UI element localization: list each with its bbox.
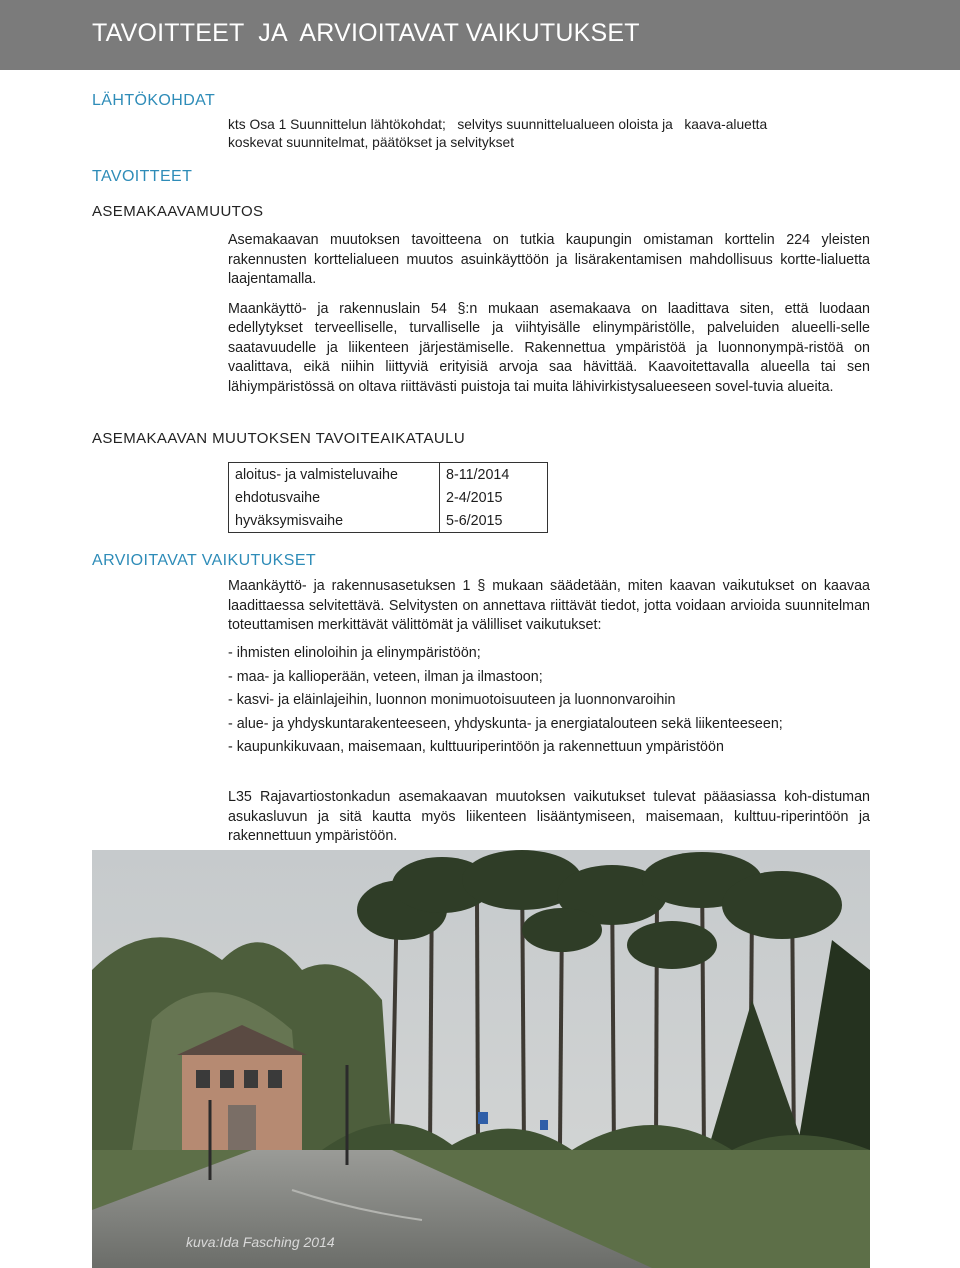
page-header	[0, 0, 960, 70]
heading-lahtokohdat: LÄHTÖKOHDAT	[92, 92, 216, 109]
phase-cell: aloitus- ja valmisteluvaihe	[229, 463, 440, 487]
heading-tavoitteet: TAVOITTEET	[92, 168, 193, 185]
conclusion-text: L35 Rajavartiostonkadun asemakaavan muutoksen vaikutukset tulevat pääasiassa koh-distuman asukasluvun ja sitä kautta myös liikenteen lisääntymiseen, maisemaan, kulttuu-riperintöön ja rakennettuun ympäristöön.	[228, 789, 870, 844]
heading-asemakaavamuutos: ASEMAKAAVAMUUTOS	[92, 203, 264, 220]
date-cell: 5-6/2015	[446, 512, 503, 529]
list-item: - alue- ja yhdyskuntarakenteeseen, yhdyskunta- ja energiatalouteen sekä liikenteeseen;	[228, 715, 783, 732]
site-photo	[92, 850, 870, 1268]
lahtokohdat-text	[228, 116, 870, 152]
schedule-table	[228, 462, 548, 533]
heading-arvioitavat: ARVIOITAVAT VAIKUTUKSET	[92, 552, 317, 569]
table-row	[229, 463, 548, 487]
forest-road-illustration	[92, 850, 870, 1268]
impact-list	[228, 643, 783, 761]
paragraph-tavoite: Asemakaavan muutoksen tavoitteena on tutkia kaupungin omistaman korttelin 224 yleisten rakennusten korttelialueen muutos asuinkäyttöön ja lisärakentamisen mahdollisuus kortte-lialuetta laajentamalla.	[228, 232, 870, 287]
lahtokohdat-line: kts Osa 1 Suunnittelun lähtökohdat; selvitys suunnittelualueen oloista ja kaava-aluetta	[228, 117, 768, 132]
phase-cell: hyväksymisvaihe	[229, 509, 440, 533]
paragraph-mrl54: Maankäyttö- ja rakennuslain 54 §:n mukaan asemakaava on laadittava siten, että luodaan edellytykset terveelliselle, turvalliselle ja viihtyisälle elinympäristölle, palveluiden alueelli-selle saatavuudelle ja liikenteen järjestämiselle. Rakennettua ympäristöä ja luonnonympä-ristöä on vaalittava, eikä niihin liittyviä erityisiä arvoja saa hävittää. Kaavoitettavalla alueella tai sen lähiympäristössä on oltava riittävästi puistoja tai muita lähivirkistysalueeseen sovel-tuvia alueita.	[228, 300, 870, 395]
lahtokohdat-line: koskevat suunnitelmat, päätökset ja selvitykset	[228, 135, 515, 150]
heading-aikataulu: ASEMAKAAVAN MUUTOKSEN TAVOITEAIKATAULU	[92, 430, 466, 447]
phase-cell: ehdotusvaihe	[229, 486, 440, 509]
photo-caption: kuva:Ida Fasching 2014	[186, 1234, 335, 1250]
table-row	[229, 509, 548, 533]
page-title: TAVOITTEET JA ARVIOITAVAT VAIKUTUKSET	[92, 19, 640, 47]
list-item: - ihmisten elinoloihin ja elinympäristöön;	[228, 645, 481, 661]
list-item: - maa- ja kallioperään, veteen, ilman ja ilmastoon;	[228, 668, 543, 685]
table-row	[229, 486, 548, 509]
list-item: - kasvi- ja eläinlajeihin, luonnon monimuotoisuuteen ja luonnonvaroihin	[228, 692, 676, 708]
date-cell: 2-4/2015	[446, 489, 503, 506]
list-item: - kaupunkikuvaan, maisemaan, kulttuuriperintöön ja rakennettuun ympäristöön	[228, 739, 724, 755]
asemakaavamuutos-text	[228, 231, 870, 397]
arvioitavat-intro: Maankäyttö- ja rakennusasetuksen 1 § mukaan säädetään, miten kaavan vaikutukset on kaavaa laadittaessa selvitettävä. Selvitysten on annettava riittävät tiedot, jotta voidaan arvioida suunnitelman toteuttamisen merkittävät välittömät ja välilliset vaikutukset:	[228, 578, 870, 633]
date-cell: 8-11/2014	[446, 466, 510, 483]
